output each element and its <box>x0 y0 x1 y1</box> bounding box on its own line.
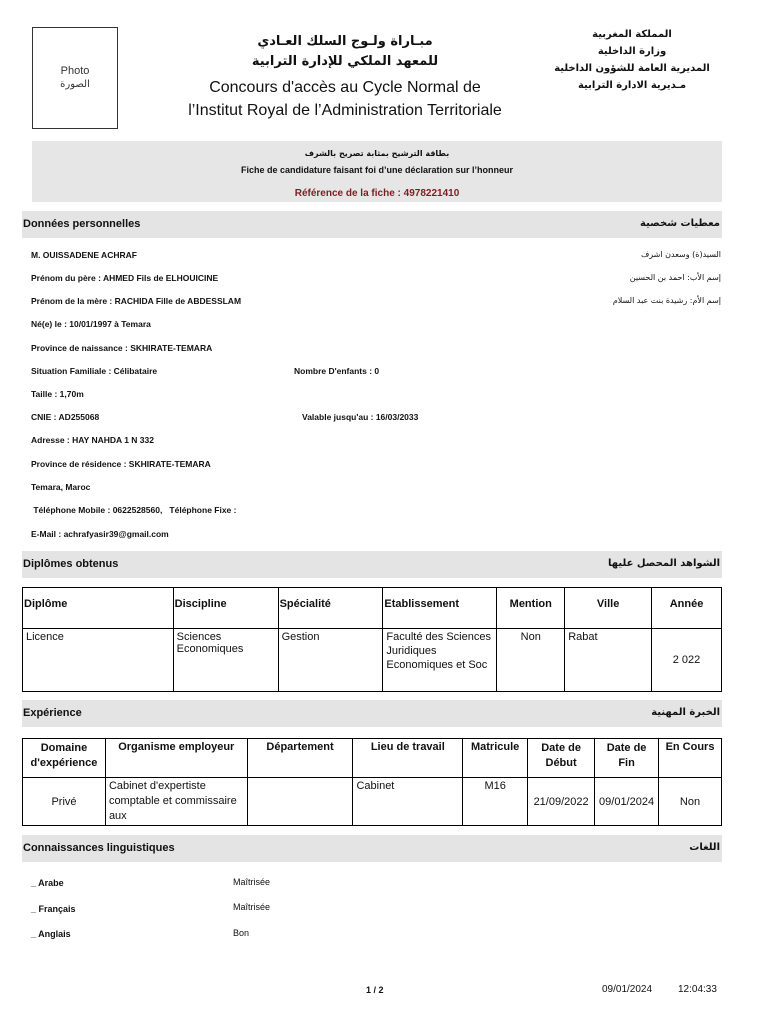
city: Temara, Maroc <box>31 482 91 492</box>
column-header: Domaine d'expérience <box>23 739 106 778</box>
children-count: Nombre D'enfants : 0 <box>294 366 380 376</box>
column-header: Année <box>652 588 722 629</box>
table-row <box>23 778 722 826</box>
photo-label-ar: الصورة <box>60 79 90 90</box>
photo-placeholder <box>32 27 118 129</box>
section-title-ar: اللغات <box>689 842 720 853</box>
section-title-ar: الخبرة المهنية <box>651 707 720 718</box>
fiche-title-ar: بطاقة الترشيح بمثابة تصريح بالشرف <box>304 149 450 158</box>
table-cell: Sciences Economiques <box>173 629 278 692</box>
print-date: 09/01/2024 <box>602 984 653 995</box>
language-name: _ Français <box>31 904 76 914</box>
column-header: Ville <box>565 588 652 629</box>
title-ar-line2: للمعهد الملكي للإدارة الترابية <box>251 54 439 69</box>
diplomas-table <box>22 587 722 692</box>
height: Taille : 1,70m <box>31 389 84 399</box>
column-header: Spécialité <box>278 588 383 629</box>
table-header-row <box>23 739 722 778</box>
section-experience <box>22 700 722 727</box>
column-header: Lieu de travail <box>353 739 463 778</box>
fiche-reference: Référence de la fiche : 4978221410 <box>294 188 460 199</box>
table-cell: 21/09/2022 <box>528 778 595 826</box>
title-fr-line2: l’Institut Royal de l’Administration Territoriale <box>188 102 502 119</box>
table-cell: M16 <box>463 778 528 826</box>
ministry-line: المملكة المغربية <box>592 29 672 40</box>
print-time: 12:04:33 <box>678 984 717 995</box>
mother-name: Prénom de la mère : RACHIDA Fille de ABDESSLAM <box>31 296 242 306</box>
birth-info: Né(e) le : 10/01/1997 à Temara <box>31 319 151 329</box>
column-header: Organisme employeur <box>105 739 247 778</box>
section-diplomas <box>22 551 722 578</box>
ministry-block <box>532 26 732 94</box>
table-cell: Gestion <box>278 629 383 692</box>
section-languages <box>22 835 722 862</box>
family-status: Situation Familiale : Célibataire <box>31 366 158 376</box>
table-cell <box>247 778 353 826</box>
table-cell: Rabat <box>565 629 652 692</box>
ministry-line: وزارة الداخلية <box>597 46 667 57</box>
candidate-name: M. OUISSADENE ACHRAF <box>31 250 137 260</box>
section-title-fr: Diplômes obtenus <box>23 558 119 570</box>
address: Adresse : HAY NAHDA 1 N 332 <box>31 435 154 445</box>
cnie-valid-until: Valable jusqu'au : 16/03/2033 <box>302 412 419 422</box>
table-header-row <box>23 588 722 629</box>
table-cell: Non <box>659 778 722 826</box>
language-level: Maîtrisée <box>233 902 271 912</box>
table-row <box>23 629 722 692</box>
residence-province: Province de résidence : SKHIRATE-TEMARA <box>31 459 211 469</box>
table-cell: 2 022 <box>652 629 722 692</box>
column-header: Date de Fin <box>595 739 659 778</box>
title-ar-line1: مبـاراة ولـوج السلك العـادي <box>257 34 433 49</box>
fiche-title-fr: Fiche de candidature faisant foi d’une déclaration sur l’honneur <box>240 165 514 175</box>
table-cell: Licence <box>23 629 174 692</box>
column-header: Etablissement <box>383 588 497 629</box>
table-cell: Non <box>497 629 565 692</box>
photo-label: Photo <box>60 65 90 77</box>
table-cell: Faculté des Sciences Juridiques Economiques et Soc <box>383 629 497 692</box>
section-title-fr: Expérience <box>23 707 82 719</box>
language-level: Maîtrisée <box>233 877 271 887</box>
language-name: _ Arabe <box>31 878 64 888</box>
mother-name-ar: إسم الأم: رشيدة بنت عبد السلام <box>612 296 721 305</box>
section-title-ar: معطيات شخصية <box>640 218 720 229</box>
column-header: Mention <box>497 588 565 629</box>
section-personal <box>22 211 722 238</box>
table-cell: Cabinet <box>353 778 463 826</box>
section-title-fr: Données personnelles <box>23 218 141 230</box>
experience-table <box>22 738 722 826</box>
language-name: _ Anglais <box>31 929 71 939</box>
section-title-fr: Connaissances linguistiques <box>23 842 175 854</box>
email: E-Mail : achrafyasir39@gmail.com <box>31 529 169 539</box>
phone: Téléphone Mobile : 0622528560, Téléphone Fixe : <box>31 505 237 515</box>
page-number: 1 / 2 <box>366 985 384 995</box>
column-header: Département <box>247 739 353 778</box>
father-name: Prénom du père : AHMED Fils de ELHOUICINE <box>31 273 219 283</box>
section-title-ar: الشواهد المحصل عليها <box>608 558 720 569</box>
ministry-line: مـديرية الادارة الترابية <box>577 80 687 91</box>
ministry-line: المديرية العامة للشؤون الداخلية <box>554 63 710 74</box>
fiche-banner <box>32 141 722 202</box>
column-header: Date de Début <box>528 739 595 778</box>
cnie: CNIE : AD255068 <box>31 412 100 422</box>
birth-province: Province de naissance : SKHIRATE-TEMARA <box>31 343 213 353</box>
table-cell: 09/01/2024 <box>595 778 659 826</box>
column-header: Diplôme <box>23 588 174 629</box>
candidate-name-ar: السيد(ة) وسعدن اشرف <box>640 250 721 259</box>
table-cell: Privé <box>23 778 106 826</box>
title-fr-line1: Concours d'accès au Cycle Normal de <box>209 79 481 96</box>
column-header: Discipline <box>173 588 278 629</box>
father-name-ar: إسم الأب: احمد بن الحسين <box>629 273 721 282</box>
language-level: Bon <box>233 928 250 938</box>
column-header: En Cours <box>659 739 722 778</box>
table-cell: Cabinet d'expertiste comptable et commissaire aux <box>105 778 247 826</box>
column-header: Matricule <box>463 739 528 778</box>
